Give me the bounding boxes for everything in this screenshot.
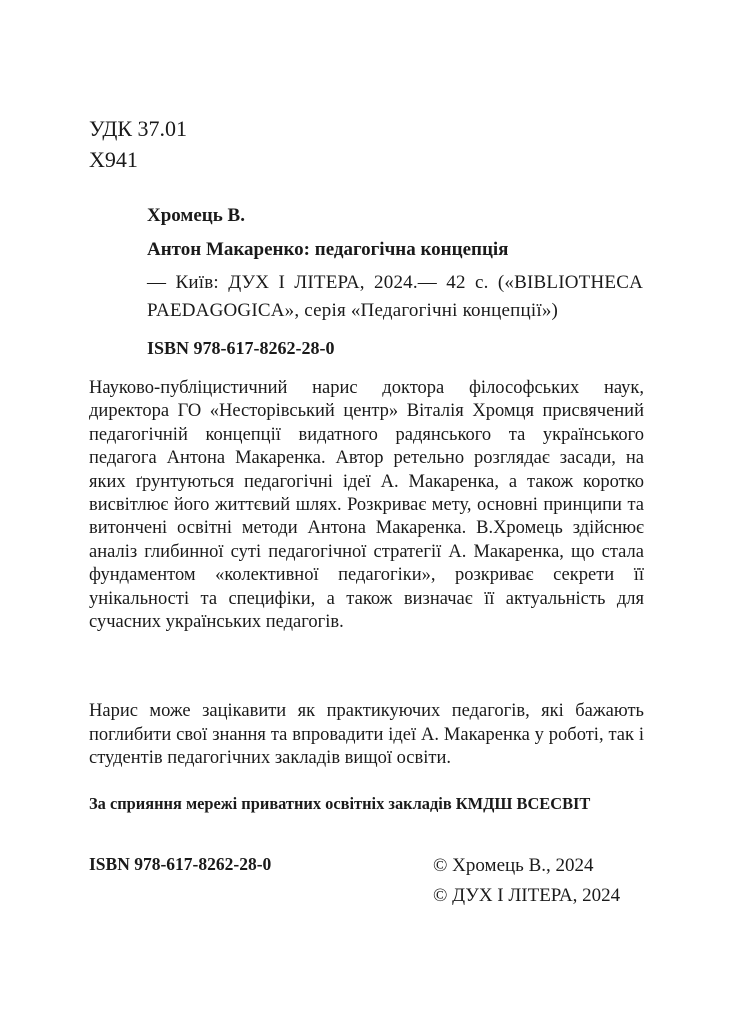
udk-code: УДК 37.01 xyxy=(89,116,188,141)
copyright-author: © Хромець В., 2024 xyxy=(433,855,594,876)
copyright-publisher: © ДУХ І ЛІТЕРА, 2024 xyxy=(433,885,621,906)
catalog-publication-info: — Київ: ДУХ І ЛІТЕРА, 2024.— 42 с. («BIBLIOTHECA PAEDAGOGICA», серія «Педагогічні концепції») xyxy=(147,272,643,321)
annotation-paragraph: Нарис може зацікавити як практикуючих педагогів, які бажають поглибити свої знання та впровадити ідеї А. Макаренка у роботі, так і студентів педагогічних закладів вищої освіти. xyxy=(89,701,644,769)
catalog-isbn: ISBN 978-617-8262-28-0 xyxy=(147,338,335,358)
annotation xyxy=(89,377,644,634)
annotation-paragraph: Науково-публіцистичний нарис доктора філософських наук, директора ГО «Несторівський центр» Віталія Хромця присвячений педагогічній концепції видатного радянського та українського педагога Антона Макаренка. Автор ретельно розглядає засади, на яких ґрунтуються педагогічні ідеї А. Макаренка, а також коротко висвітлює його життєвий шлях. Розкриває мету, основні принципи та витончені освітні методи Антона Макаренка. В.Хромець здійснює аналіз глибинної суті педагогічної стратегії А. Макаренка, що стала фундаментом «колективної педагогіки», розкриває секрети її унікальності та специфіки, а також визначає її актуальність для сучасних українських педагогів. xyxy=(89,378,644,633)
catalog-record xyxy=(147,202,647,360)
catalog-title: Антон Макаренко: педагогічна концепція xyxy=(147,239,509,260)
sponsor-line: За сприяння мережі приватних освітніх закладів КМДШ ВСЕСВІТ xyxy=(89,794,591,813)
catalog-author: Хромець В. xyxy=(147,205,245,226)
annotation-audience xyxy=(89,700,644,771)
bbk-code: Х941 xyxy=(89,147,138,172)
footer-isbn: ISBN 978-617-8262-28-0 xyxy=(89,854,272,874)
classification-codes xyxy=(89,113,187,175)
copyright-block xyxy=(433,851,620,911)
